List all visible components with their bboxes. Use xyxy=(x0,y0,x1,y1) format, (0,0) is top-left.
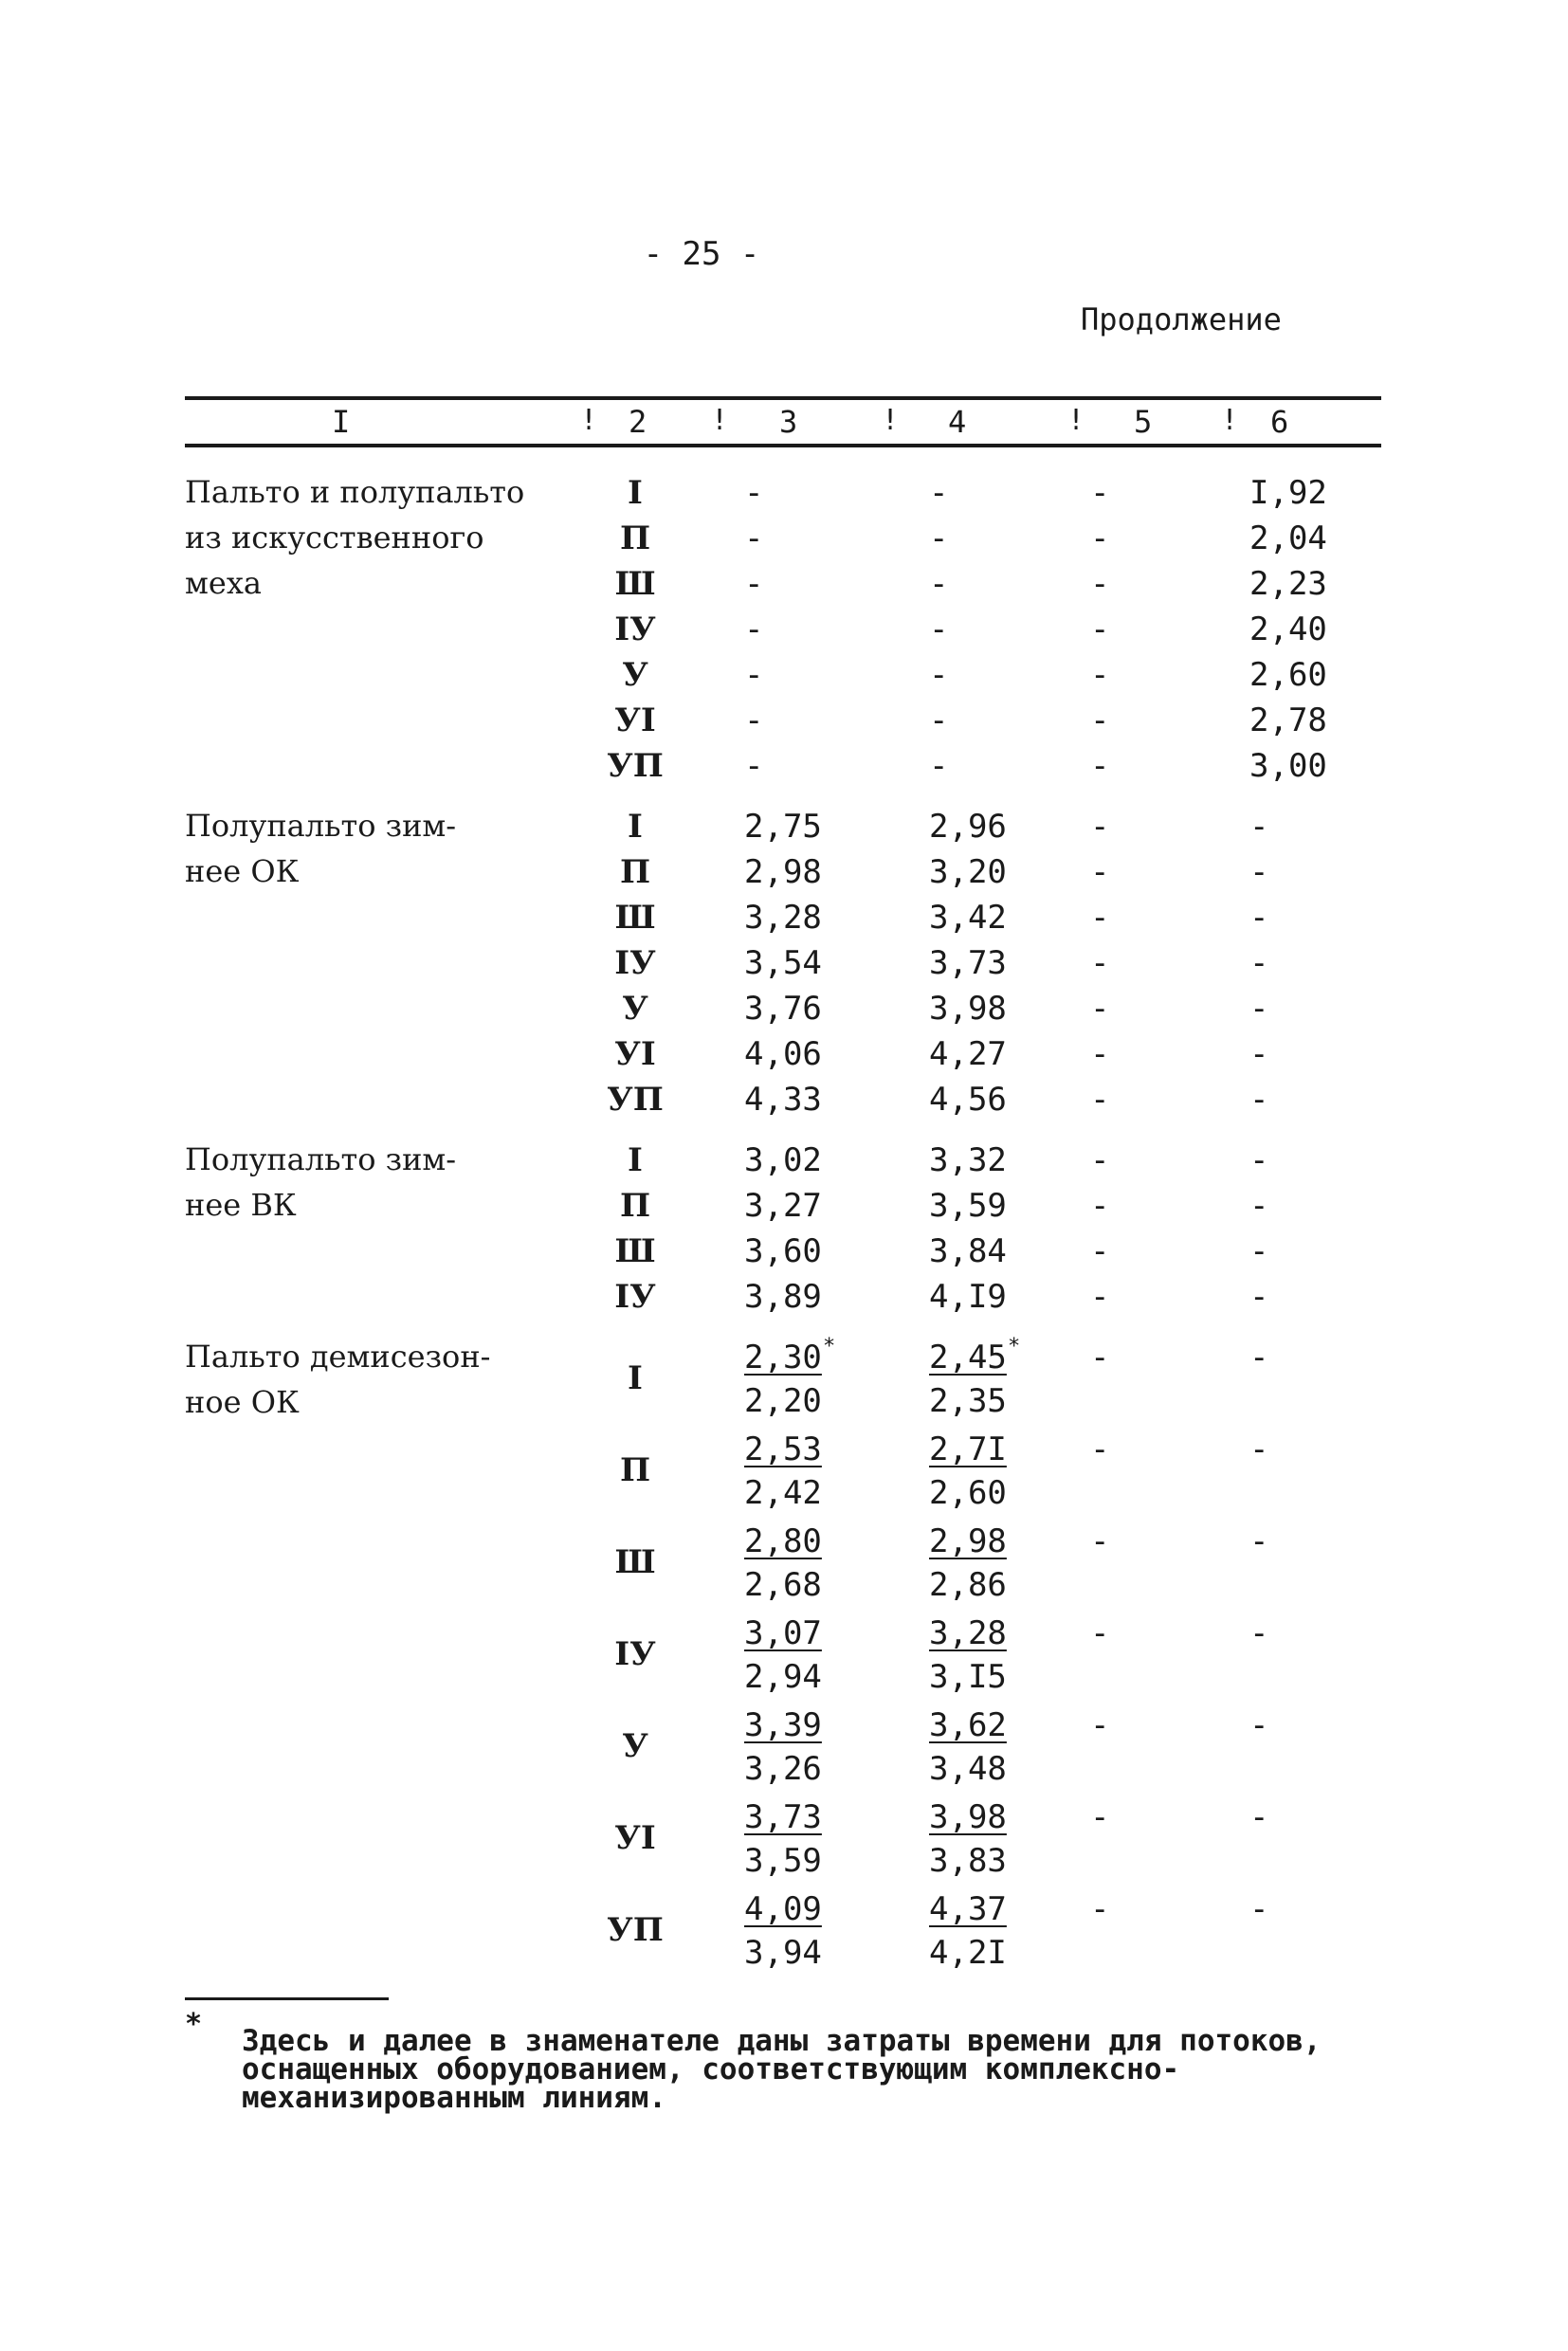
table-row xyxy=(0,1081,1568,1126)
grade-cell: IУ xyxy=(614,1278,656,1316)
value-cell: - xyxy=(744,474,764,512)
value-cell: - xyxy=(1090,899,1110,937)
value-numerator: 3,98 xyxy=(929,1798,1007,1836)
value-numerator: 2,80 xyxy=(744,1522,822,1560)
value-denominator: 4,2I xyxy=(929,1934,1007,1972)
value-cell: - xyxy=(1249,1431,1269,1468)
value-denominator: 2,86 xyxy=(929,1566,1007,1604)
value-numerator: 2,45 xyxy=(929,1339,1007,1376)
value-denominator: 2,68 xyxy=(744,1566,822,1604)
product-name: нее ОК xyxy=(185,853,300,889)
value-cell: 2,96 xyxy=(929,808,1007,846)
value-cell: - xyxy=(744,747,764,785)
header-col-6: 6 xyxy=(1270,404,1289,440)
value-cell: - xyxy=(1090,1187,1110,1225)
value-numerator: 4,09 xyxy=(744,1890,822,1928)
header-col-1: I xyxy=(332,404,351,440)
table-row xyxy=(0,1522,1568,1614)
value-cell: 3,84 xyxy=(929,1232,1007,1270)
grade-cell: П xyxy=(619,519,651,557)
value-cell: 2,40 xyxy=(1249,611,1327,648)
product-name: Полупальто зим- xyxy=(185,808,457,844)
value-cell: - xyxy=(1249,853,1269,891)
value-cell: 2,98 xyxy=(744,853,822,891)
value-denominator: 2,20 xyxy=(744,1382,822,1420)
header-sep-4: ! xyxy=(1067,404,1085,437)
table-row xyxy=(0,990,1568,1035)
table-row xyxy=(0,808,1568,853)
table-row xyxy=(0,1431,1568,1522)
grade-cell: УП xyxy=(607,1081,664,1119)
table-row xyxy=(0,899,1568,944)
value-cell: - xyxy=(1090,1431,1110,1468)
header-sep-5: ! xyxy=(1221,404,1239,437)
value-cell: 2,78 xyxy=(1249,702,1327,739)
table-row xyxy=(0,1278,1568,1323)
grade-cell: УI xyxy=(614,1035,656,1073)
value-cell: - xyxy=(1249,1187,1269,1225)
grade-cell: У xyxy=(622,656,648,694)
value-cell: - xyxy=(1090,1035,1110,1073)
footnote-text: Здесь и далее в знаменателе даны затраты времени для потоков, оснащенных оборудованием, соответствующим комплексно-механизированным линиям. xyxy=(242,2024,1322,2115)
value-cell: 3,98 xyxy=(929,990,1007,1028)
value-cell: - xyxy=(1249,1232,1269,1270)
page-number: - 25 - xyxy=(643,235,760,273)
value-cell: 2,60 xyxy=(1249,656,1327,694)
value-cell: - xyxy=(1090,1614,1110,1652)
value-cell: - xyxy=(1249,808,1269,846)
table-header xyxy=(0,404,1568,442)
value-denominator: 3,I5 xyxy=(929,1658,1007,1696)
value-cell: - xyxy=(1249,1339,1269,1376)
footnote-mark: * xyxy=(185,2008,203,2041)
grade-cell: УП xyxy=(607,747,664,785)
value-cell: - xyxy=(929,702,949,739)
grade-cell: I xyxy=(628,1141,643,1179)
value-cell: - xyxy=(1249,1035,1269,1073)
value-denominator: 2,94 xyxy=(744,1658,822,1696)
value-denominator: 3,59 xyxy=(744,1842,822,1880)
value-cell: - xyxy=(744,656,764,694)
table-row xyxy=(0,474,1568,519)
table-row xyxy=(0,944,1568,990)
table-row xyxy=(0,1141,1568,1187)
value-cell: - xyxy=(1090,853,1110,891)
value-cell: - xyxy=(1090,656,1110,694)
continuation-label: Продолжение xyxy=(1081,301,1282,337)
product-name: из искусственного xyxy=(185,519,484,556)
value-cell: - xyxy=(1249,990,1269,1028)
value-denominator: 3,94 xyxy=(744,1934,822,1972)
value-cell: - xyxy=(1090,990,1110,1028)
value-cell: - xyxy=(929,747,949,785)
value-cell: 2,75 xyxy=(744,808,822,846)
value-cell: - xyxy=(1090,611,1110,648)
value-cell: - xyxy=(1249,1522,1269,1560)
value-cell: 4,I9 xyxy=(929,1278,1007,1316)
grade-cell: Ш xyxy=(614,565,656,603)
product-name: меха xyxy=(185,565,262,601)
footnote-reference: * xyxy=(1008,1335,1021,1358)
header-col-5: 5 xyxy=(1134,404,1153,440)
grade-cell: Ш xyxy=(614,899,656,937)
value-denominator: 2,42 xyxy=(744,1474,822,1512)
value-cell: 3,76 xyxy=(744,990,822,1028)
value-numerator: 2,98 xyxy=(929,1522,1007,1560)
value-cell: - xyxy=(1090,747,1110,785)
table-row xyxy=(0,853,1568,899)
value-numerator: 3,28 xyxy=(929,1614,1007,1652)
grade-cell: УI xyxy=(614,1819,656,1857)
value-cell: 3,73 xyxy=(929,944,1007,982)
value-cell: - xyxy=(1090,519,1110,557)
value-cell: - xyxy=(1090,944,1110,982)
value-cell: - xyxy=(1090,1141,1110,1179)
grade-cell: Ш xyxy=(614,1232,656,1270)
grade-cell: П xyxy=(619,1451,651,1489)
value-cell: - xyxy=(744,519,764,557)
value-cell: - xyxy=(1090,474,1110,512)
value-cell: 4,27 xyxy=(929,1035,1007,1073)
value-cell: 3,20 xyxy=(929,853,1007,891)
grade-cell: I xyxy=(628,474,643,512)
grade-cell: У xyxy=(622,990,648,1028)
value-cell: - xyxy=(1249,1798,1269,1836)
value-cell: - xyxy=(929,474,949,512)
value-cell: I,92 xyxy=(1249,474,1327,512)
table-row xyxy=(0,1614,1568,1706)
grade-cell: УI xyxy=(614,702,656,739)
value-denominator: 2,35 xyxy=(929,1382,1007,1420)
grade-cell: П xyxy=(619,853,651,891)
table-row xyxy=(0,1706,1568,1798)
value-cell: - xyxy=(1090,1278,1110,1316)
value-cell: - xyxy=(1090,1081,1110,1119)
product-name: Пальто демисезон- xyxy=(185,1339,491,1375)
value-cell: 3,89 xyxy=(744,1278,822,1316)
header-col-3: 3 xyxy=(779,404,798,440)
product-name: нее ВК xyxy=(185,1187,297,1223)
value-cell: - xyxy=(1249,1278,1269,1316)
value-cell: 3,02 xyxy=(744,1141,822,1179)
value-cell: - xyxy=(1090,1339,1110,1376)
value-cell: - xyxy=(929,656,949,694)
table-row xyxy=(0,519,1568,565)
grade-cell: П xyxy=(619,1187,651,1225)
value-numerator: 2,30 xyxy=(744,1339,822,1376)
value-cell: - xyxy=(744,702,764,739)
table-row xyxy=(0,1187,1568,1232)
grade-cell: У xyxy=(622,1727,648,1765)
value-cell: - xyxy=(1249,1141,1269,1179)
value-cell: - xyxy=(1090,565,1110,603)
value-numerator: 4,37 xyxy=(929,1890,1007,1928)
table-row xyxy=(0,747,1568,793)
value-cell: - xyxy=(744,565,764,603)
value-denominator: 3,83 xyxy=(929,1842,1007,1880)
value-cell: - xyxy=(1249,1614,1269,1652)
header-sep-3: ! xyxy=(882,404,900,437)
header-col-4: 4 xyxy=(948,404,967,440)
grade-cell: IУ xyxy=(614,611,656,648)
value-cell: 2,23 xyxy=(1249,565,1327,603)
value-cell: 3,42 xyxy=(929,899,1007,937)
value-cell: - xyxy=(1090,1798,1110,1836)
value-cell: 4,33 xyxy=(744,1081,822,1119)
value-numerator: 3,39 xyxy=(744,1706,822,1744)
value-cell: 2,04 xyxy=(1249,519,1327,557)
table-row xyxy=(0,1035,1568,1081)
value-cell: - xyxy=(1090,808,1110,846)
table-row xyxy=(0,702,1568,747)
value-cell: 4,06 xyxy=(744,1035,822,1073)
value-cell: - xyxy=(1249,944,1269,982)
grade-cell: IУ xyxy=(614,944,656,982)
table-rule-top xyxy=(185,396,1381,400)
value-numerator: 3,62 xyxy=(929,1706,1007,1744)
table-row xyxy=(0,1232,1568,1278)
value-cell: - xyxy=(1090,1706,1110,1744)
value-cell: - xyxy=(929,611,949,648)
value-cell: 3,32 xyxy=(929,1141,1007,1179)
value-cell: - xyxy=(1249,899,1269,937)
value-cell: - xyxy=(1249,1890,1269,1928)
value-cell: 3,28 xyxy=(744,899,822,937)
value-cell: 4,56 xyxy=(929,1081,1007,1119)
value-numerator: 3,73 xyxy=(744,1798,822,1836)
table-row xyxy=(0,656,1568,702)
value-cell: - xyxy=(744,611,764,648)
footnote-rule xyxy=(185,1997,389,2000)
value-cell: - xyxy=(1090,1232,1110,1270)
grade-cell: УП xyxy=(607,1911,664,1949)
value-cell: - xyxy=(1090,702,1110,739)
header-col-2: 2 xyxy=(629,404,647,440)
value-numerator: 2,7I xyxy=(929,1431,1007,1468)
grade-cell: IУ xyxy=(614,1635,656,1673)
product-name: ное ОК xyxy=(185,1384,300,1420)
value-cell: - xyxy=(1249,1706,1269,1744)
product-name: Пальто и полупальто xyxy=(185,474,525,510)
grade-cell: Ш xyxy=(614,1543,656,1581)
value-cell: 3,59 xyxy=(929,1187,1007,1225)
product-name: Полупальто зим- xyxy=(185,1141,457,1177)
table-row xyxy=(0,1798,1568,1890)
value-cell: - xyxy=(1090,1522,1110,1560)
table-rule-bottom xyxy=(185,444,1381,447)
value-numerator: 3,07 xyxy=(744,1614,822,1652)
table-row xyxy=(0,1890,1568,1982)
grade-cell: I xyxy=(628,1359,643,1397)
table-row xyxy=(0,565,1568,611)
header-sep-2: ! xyxy=(711,404,729,437)
value-cell: - xyxy=(1090,1890,1110,1928)
value-denominator: 3,48 xyxy=(929,1750,1007,1788)
value-cell: - xyxy=(929,565,949,603)
value-cell: - xyxy=(929,519,949,557)
value-numerator: 2,53 xyxy=(744,1431,822,1468)
grade-cell: I xyxy=(628,808,643,846)
value-denominator: 3,26 xyxy=(744,1750,822,1788)
table-row xyxy=(0,611,1568,656)
table-row xyxy=(0,1335,1568,1431)
value-cell: 3,00 xyxy=(1249,747,1327,785)
value-denominator: 2,60 xyxy=(929,1474,1007,1512)
value-cell: - xyxy=(1249,1081,1269,1119)
value-cell: 3,60 xyxy=(744,1232,822,1270)
footnote-reference: * xyxy=(823,1335,836,1358)
value-cell: 3,27 xyxy=(744,1187,822,1225)
value-cell: 3,54 xyxy=(744,944,822,982)
header-sep-1: ! xyxy=(580,404,598,437)
